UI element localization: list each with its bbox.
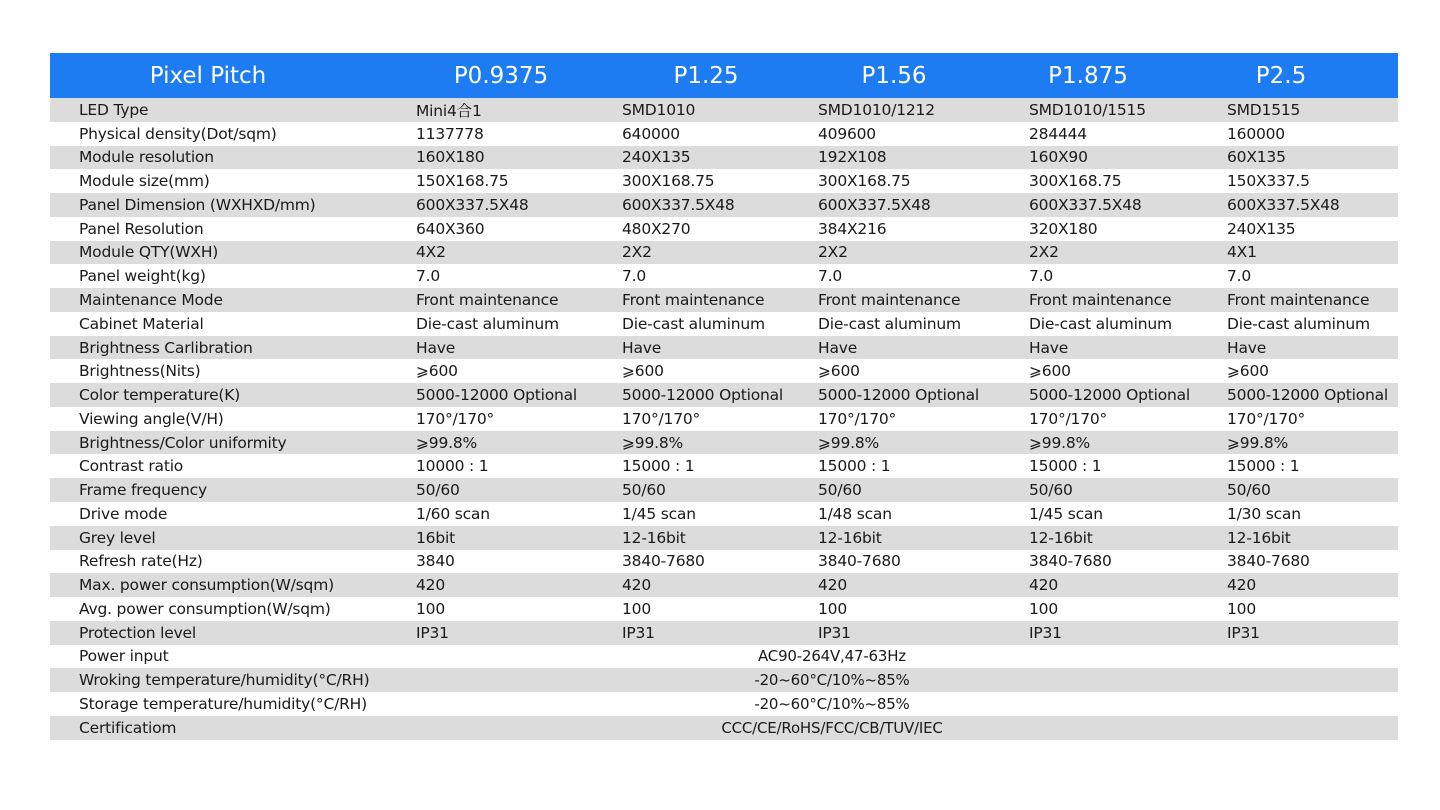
row-label: Avg. power consumption(W/sqm) — [79, 599, 331, 618]
spec-table — [50, 53, 1398, 740]
row-value: Front maintenance — [416, 291, 559, 309]
row-value: Have — [1029, 338, 1069, 357]
row-value: 3840-7680 — [622, 552, 705, 571]
row-value: 420 — [1227, 576, 1256, 595]
row-value: 170°/170° — [416, 409, 495, 428]
row-value: SMD1010/1212 — [818, 100, 935, 119]
row-value: 7.0 — [622, 267, 647, 286]
row-value: 12-16bit — [1227, 528, 1291, 547]
table-body — [50, 98, 1398, 740]
row-value: 3840-7680 — [1029, 552, 1112, 571]
row-label: Panel Resolution — [79, 219, 204, 238]
row-value: 5000-12000 Optional — [622, 386, 784, 405]
row-value: 384X216 — [818, 219, 887, 238]
row-value: 3840 — [416, 552, 455, 571]
row-value: 300X168.75 — [818, 172, 911, 191]
table-row — [50, 146, 1398, 170]
row-value: 409600 — [818, 124, 876, 143]
row-value: 7.0 — [818, 267, 843, 286]
row-value: 600X337.5X48 — [622, 195, 735, 214]
table-row — [50, 502, 1398, 526]
row-value: Have — [416, 338, 456, 357]
table-row — [50, 312, 1398, 336]
row-value: 10000 : 1 — [416, 457, 489, 476]
row-label: Module QTY(WXH) — [79, 243, 219, 262]
row-label: Maintenance Mode — [79, 291, 223, 309]
row-value: ⩾600 — [622, 362, 664, 381]
row-value: IP31 — [818, 623, 851, 642]
row-label: Protection level — [79, 623, 197, 642]
row-label: Contrast ratio — [79, 457, 184, 476]
row-value: ⩾600 — [818, 362, 860, 381]
row-value: 640000 — [622, 124, 680, 143]
row-value: 420 — [818, 576, 847, 595]
row-value: 600X337.5X48 — [1029, 195, 1142, 214]
row-value: 170°/170° — [1029, 409, 1108, 428]
row-value: 2X2 — [818, 243, 848, 262]
row-value: 100 — [1227, 599, 1256, 618]
row-value: 5000-12000 Optional — [818, 386, 980, 405]
row-label: Physical density(Dot/sqm) — [79, 124, 277, 143]
row-value: ⩾99.8% — [1029, 433, 1091, 452]
row-value: Have — [622, 338, 662, 357]
row-value: 170°/170° — [1227, 409, 1306, 428]
table-row — [50, 336, 1398, 360]
row-value: 50/60 — [818, 481, 862, 500]
table-row — [50, 98, 1398, 122]
row-value: 4X2 — [416, 243, 446, 262]
row-value: Die-cast aluminum — [1029, 314, 1172, 333]
row-value: 240X135 — [1227, 219, 1296, 238]
row-value: Have — [1227, 338, 1267, 357]
row-value: 50/60 — [622, 481, 666, 500]
row-value: 480X270 — [622, 219, 691, 238]
row-value: 15000 : 1 — [1227, 457, 1300, 476]
row-value: 170°/170° — [818, 409, 897, 428]
row-value: ⩾99.8% — [416, 433, 478, 452]
row-value: 192X108 — [818, 148, 887, 167]
row-label: Frame frequency — [79, 481, 207, 500]
row-label: Certificatiom — [79, 718, 177, 737]
table-row — [50, 431, 1398, 455]
table-row — [50, 716, 1398, 740]
table-row — [50, 264, 1398, 288]
row-value: ⩾600 — [1029, 362, 1071, 381]
table-row — [50, 621, 1398, 645]
row-value: 300X168.75 — [1029, 172, 1122, 191]
table-row — [50, 478, 1398, 502]
row-value: 50/60 — [1029, 481, 1073, 500]
row-value: 5000-12000 Optional — [1227, 386, 1389, 405]
table-row — [50, 668, 1398, 692]
row-value: Die-cast aluminum — [1227, 314, 1370, 333]
header-p1-56: P1.56 — [861, 62, 927, 89]
row-label: Grey level — [79, 528, 156, 547]
row-value: 60X135 — [1227, 148, 1286, 167]
row-value: 320X180 — [1029, 219, 1098, 238]
row-label: Max. power consumption(W/sqm) — [79, 576, 334, 595]
row-value: Die-cast aluminum — [416, 314, 559, 333]
row-value: 100 — [622, 599, 651, 618]
row-value: 170°/170° — [622, 409, 701, 428]
row-value: 7.0 — [416, 267, 441, 286]
row-value: 160X90 — [1029, 148, 1088, 167]
row-value: 420 — [622, 576, 651, 595]
row-value: 50/60 — [416, 481, 460, 500]
row-value: 240X135 — [622, 148, 691, 167]
row-value: 15000 : 1 — [818, 457, 891, 476]
header-pixel-pitch: Pixel Pitch — [149, 62, 267, 89]
row-label: Brightness(Nits) — [79, 362, 201, 381]
table-row — [50, 383, 1398, 407]
row-value: 2X2 — [1029, 243, 1059, 262]
row-value: 2X2 — [622, 243, 652, 262]
row-value: 15000 : 1 — [1029, 457, 1102, 476]
header-p1-875: P1.875 — [1048, 62, 1128, 89]
row-value: 600X337.5X48 — [1227, 195, 1340, 214]
table-header — [50, 53, 1398, 98]
row-value: 600X337.5X48 — [818, 195, 931, 214]
row-value: 1/45 scan — [622, 504, 696, 523]
table-row — [50, 573, 1398, 597]
row-value: 15000 : 1 — [622, 457, 695, 476]
row-value: 284444 — [1029, 124, 1087, 143]
row-value: 7.0 — [1227, 267, 1252, 286]
table-row — [50, 359, 1398, 383]
row-value: 640X360 — [416, 219, 485, 238]
row-label: Panel Dimension (WXHXD/mm) — [79, 195, 316, 214]
row-label: Brightness Carlibration — [79, 338, 253, 357]
row-value: 1/60 scan — [416, 504, 490, 523]
row-value: 1/30 scan — [1227, 504, 1301, 523]
row-label: Storage temperature/humidity(°C/RH) — [79, 695, 367, 714]
table-row — [50, 169, 1398, 193]
table-row — [50, 692, 1398, 716]
row-value: 5000-12000 Optional — [1029, 386, 1191, 405]
row-value: 150X168.75 — [416, 172, 509, 191]
row-value: 7.0 — [1029, 267, 1054, 286]
table-row — [50, 122, 1398, 146]
row-value: 4X1 — [1227, 243, 1257, 262]
table-row — [50, 645, 1398, 669]
row-value: IP31 — [622, 623, 655, 642]
row-label: Module resolution — [79, 148, 214, 167]
row-value: Front maintenance — [622, 291, 765, 309]
row-value: 1/45 scan — [1029, 504, 1103, 523]
shared-value: AC90-264V,47-63Hz — [758, 647, 906, 666]
row-value: Die-cast aluminum — [818, 314, 961, 333]
row-value: 300X168.75 — [622, 172, 715, 191]
row-value: SMD1010/1515 — [1029, 100, 1146, 119]
shared-value: -20~60°C/10%~85% — [754, 671, 910, 690]
row-value: IP31 — [1227, 623, 1260, 642]
row-value: Mini4合1 — [416, 101, 482, 120]
row-value: ⩾99.8% — [622, 433, 684, 452]
row-label: Refresh rate(Hz) — [79, 552, 203, 571]
row-value: Front maintenance — [1029, 291, 1172, 309]
row-value: IP31 — [1029, 623, 1062, 642]
table-row — [50, 217, 1398, 241]
header-p1-25: P1.25 — [673, 62, 739, 89]
row-value: 50/60 — [1227, 481, 1271, 500]
row-value: 1/48 scan — [818, 504, 892, 523]
row-value: ⩾600 — [416, 362, 458, 381]
row-value: 12-16bit — [622, 528, 686, 547]
row-label: Brightness/Color uniformity — [79, 433, 287, 452]
row-label: Viewing angle(V/H) — [79, 409, 224, 428]
shared-value: -20~60°C/10%~85% — [754, 695, 910, 714]
row-value: Have — [818, 338, 858, 357]
row-value: Die-cast aluminum — [622, 314, 765, 333]
row-value: ⩾99.8% — [1227, 433, 1289, 452]
row-label: LED Type — [79, 100, 149, 119]
row-value: 100 — [416, 599, 445, 618]
row-value: 600X337.5X48 — [416, 195, 529, 214]
row-label: Power input — [79, 647, 169, 666]
row-label: Drive mode — [79, 504, 168, 523]
row-value: ⩾99.8% — [818, 433, 880, 452]
table-row — [50, 597, 1398, 621]
row-value: ⩾600 — [1227, 362, 1269, 381]
row-value: SMD1010 — [622, 100, 696, 119]
row-value: SMD1515 — [1227, 100, 1301, 119]
shared-value: CCC/CE/RoHS/FCC/CB/TUV/IEC — [721, 718, 943, 737]
row-value: 3840-7680 — [1227, 552, 1310, 571]
row-value: Front maintenance — [818, 291, 961, 309]
header-p2-5: P2.5 — [1255, 62, 1307, 89]
row-value: 100 — [818, 599, 847, 618]
row-value: 100 — [1029, 599, 1058, 618]
row-value: 150X337.5 — [1227, 172, 1310, 191]
table-row — [50, 288, 1398, 312]
row-value: 160000 — [1227, 124, 1285, 143]
table-row — [50, 241, 1398, 265]
table-row — [50, 193, 1398, 217]
row-value: 12-16bit — [1029, 528, 1093, 547]
row-label: Panel weight(kg) — [79, 267, 206, 286]
row-value: Front maintenance — [1227, 291, 1370, 309]
row-value: 3840-7680 — [818, 552, 901, 571]
table-row — [50, 407, 1398, 431]
row-value: 420 — [1029, 576, 1058, 595]
table-row — [50, 454, 1398, 478]
row-value: 12-16bit — [818, 528, 882, 547]
row-label: Cabinet Material — [79, 314, 204, 333]
row-label: Module size(mm) — [79, 172, 210, 191]
row-label: Wroking temperature/humidity(°C/RH) — [79, 671, 370, 690]
row-label: Color temperature(K) — [79, 386, 241, 405]
row-value: 420 — [416, 576, 445, 595]
row-value: 1137778 — [416, 124, 484, 143]
table-row — [50, 550, 1398, 574]
row-value: 160X180 — [416, 148, 485, 167]
table-row — [50, 526, 1398, 550]
header-p0-9375: P0.9375 — [453, 62, 549, 89]
row-value: 5000-12000 Optional — [416, 386, 578, 405]
row-value: IP31 — [416, 623, 449, 642]
row-value: 16bit — [416, 528, 455, 547]
